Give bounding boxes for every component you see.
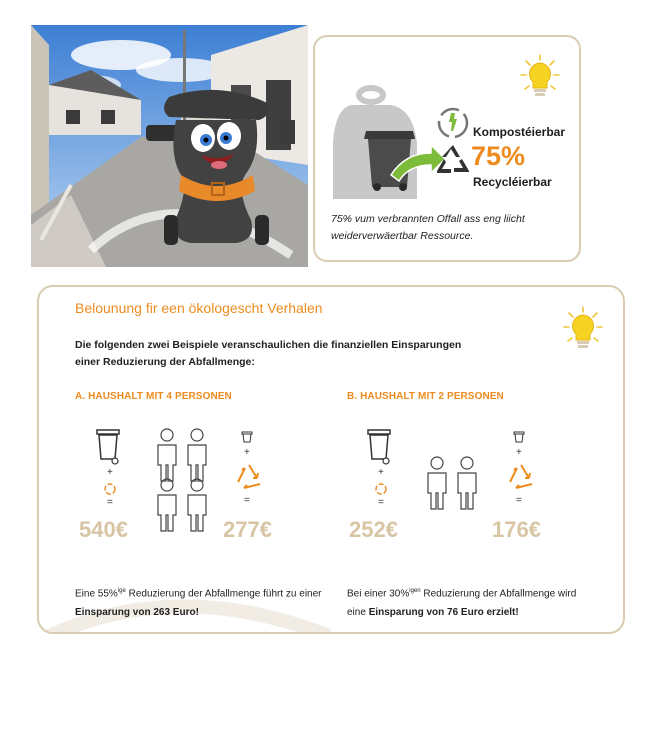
- recycle-label: Recycléierbar: [473, 175, 552, 189]
- example-b-text-sup: igen: [409, 588, 421, 594]
- example-b-text-pre2: eine: [347, 607, 369, 619]
- plus-sign: +: [244, 447, 250, 458]
- person-icon: [158, 429, 206, 531]
- mascot-photo: [31, 25, 308, 267]
- person-group-icon: [154, 427, 212, 537]
- equals-sign: =: [107, 497, 113, 508]
- compost-info-card: [313, 35, 581, 262]
- compost-note: [331, 211, 563, 245]
- compost-icon: [103, 482, 117, 496]
- equals-sign: =: [244, 495, 250, 506]
- equals-sign: =: [516, 495, 522, 506]
- example-b-text-mid: Reduzierung der Abfallmenge wird: [420, 588, 577, 600]
- section-intro: [75, 337, 475, 371]
- intro-line-1: Die folgenden zwei Beispiele veranschaulichen die finanziellen Einsparungen: [75, 339, 462, 351]
- lightbulb-icon: [520, 53, 560, 101]
- compost-icon: [374, 482, 388, 496]
- note-line-1: 75% vum verbrannten Offall ass eng liicht: [331, 213, 525, 225]
- savings-card: [37, 285, 625, 634]
- weight-icon: [333, 83, 473, 203]
- example-a-savings: Einsparung von 263 Euro!: [75, 607, 199, 619]
- person-group-icon: [424, 455, 482, 513]
- compost-label: Kompostéierbar: [473, 125, 566, 139]
- example-a-text-sup: ige: [117, 588, 126, 594]
- example-b-savings: Einsparung von 76 Euro erzielt!: [368, 607, 519, 619]
- person-icon: [428, 457, 476, 509]
- recycle-icon: [505, 462, 537, 492]
- plus-sign: +: [516, 447, 522, 458]
- recycle-icon: [233, 462, 265, 492]
- plus-sign: +: [378, 467, 384, 478]
- example-a-price-before: 540€: [79, 517, 128, 542]
- plus-sign: +: [107, 467, 113, 478]
- example-b-price-before: 252€: [349, 517, 398, 542]
- section-title: Belounung fir een ökologescht Verhalen: [75, 300, 323, 316]
- example-a-price-after: 277€: [223, 517, 272, 542]
- example-a-text-pre: Eine 55%: [75, 588, 118, 600]
- example-a-text-mid: Reduzierung der Abfallmenge führt zu einer: [125, 588, 322, 600]
- small-bin-icon: [240, 430, 254, 444]
- small-bin-icon: [512, 430, 526, 444]
- example-a-conclusion: [75, 582, 331, 622]
- example-b-title: B. HAUSHALT MIT 2 PERSONEN: [347, 391, 504, 402]
- example-b-price-after: 176€: [492, 517, 541, 542]
- example-b-conclusion: [347, 582, 603, 622]
- recycle-percentage: 75%: [471, 141, 526, 171]
- lightbulb-icon: [563, 305, 603, 353]
- intro-line-2: einer Reduzierung der Abfallmenge:: [75, 356, 255, 368]
- example-b-text-pre: Bei einer 30%: [347, 588, 410, 600]
- note-line-2: weiderverwäertbar Ressource.: [331, 230, 474, 242]
- example-a-title: A. HAUSHALT MIT 4 PERSONEN: [75, 391, 232, 402]
- compost-icon: [439, 109, 467, 137]
- equals-sign: =: [378, 497, 384, 508]
